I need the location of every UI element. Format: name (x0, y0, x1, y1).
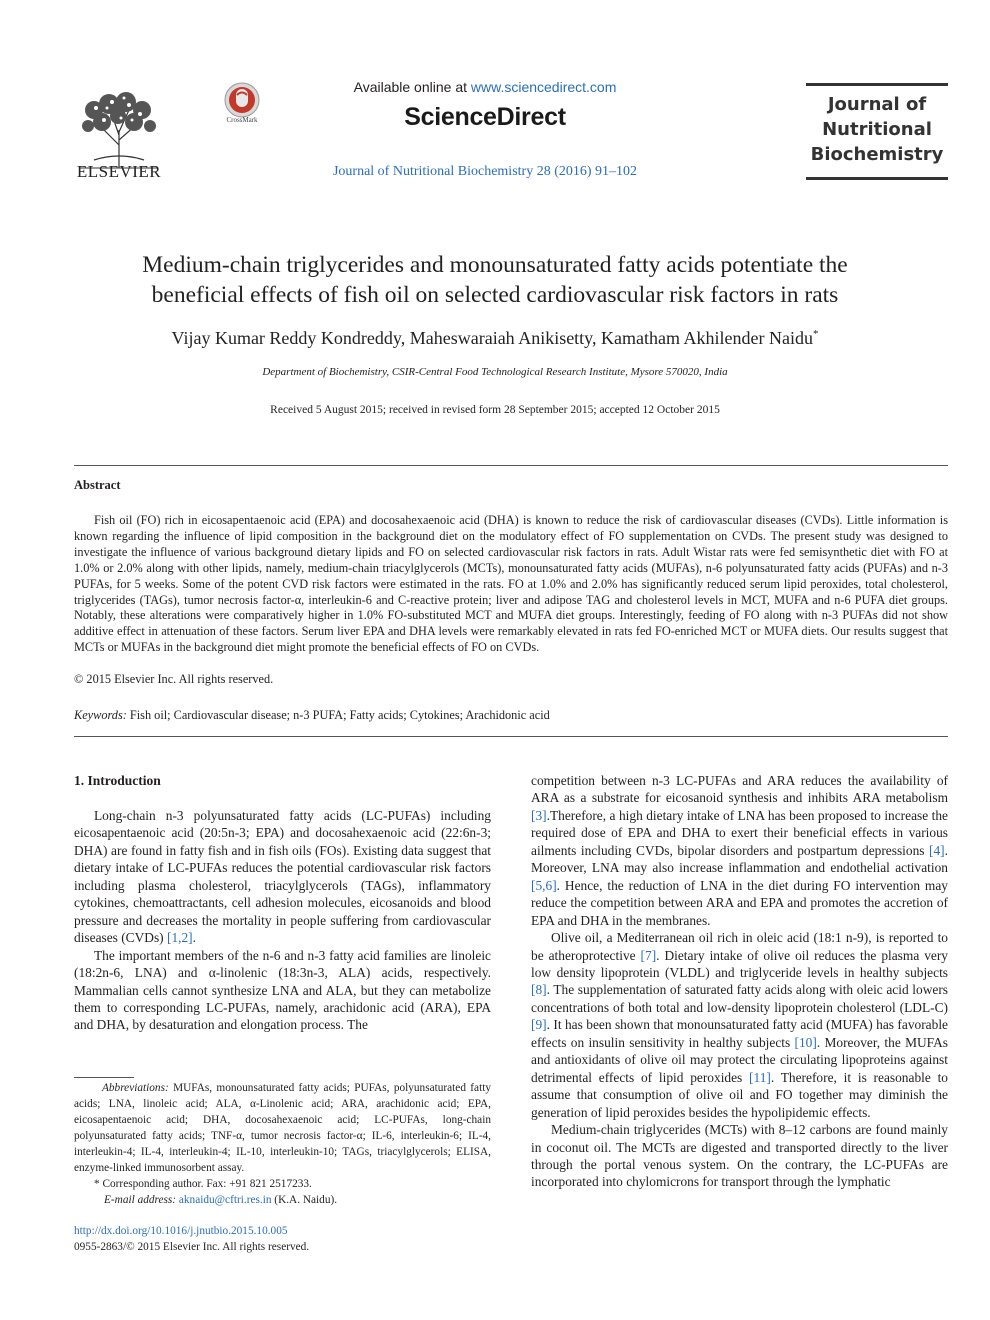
title-line: Medium-chain triglycerides and monounsaturated fatty acids potentiate the (142, 252, 848, 278)
available-online-line (300, 79, 670, 95)
paragraph-text: . Moreover, the MUFAs and antioxidants of olive oil may protect the circulating lipoproteins against detrimental effects of lipid peroxides (531, 1034, 948, 1085)
abstract-copyright: © 2015 Elsevier Inc. All rights reserved. (74, 672, 274, 686)
sciencedirect-url-link[interactable]: www.sciencedirect.com (470, 79, 617, 95)
citation-link[interactable]: [1,2] (166, 930, 193, 946)
paragraph-text: . The supplementation of saturated fatty acids along with oleic acid lowers concentrations of both total and low-density lipoprotein cholesterol (LDL-C) (531, 982, 948, 1015)
email-footnote (74, 1192, 491, 1208)
citation-link[interactable]: [7] (640, 947, 657, 963)
affiliation: Department of Biochemistry, CSIR-Central Food Technological Research Institute, Mysore 570020, India (262, 366, 728, 378)
paragraph-text: . Therefore, it is reasonable to assume that consumption of olive oil and FO together may diminish the generation of lipid peroxides besides the hypolipidemic effects. (531, 1069, 948, 1120)
elsevier-logo-text: ELSEVIER (76, 162, 162, 181)
article-history-dates: Received 5 August 2015; received in revised form 28 September 2015; accepted 12 October 2015 (270, 404, 720, 416)
citation-link[interactable]: [9] (531, 1017, 547, 1033)
abstract-top-rule (74, 465, 948, 466)
corresponding-text: Corresponding author. Fax: +91 821 2517233. (102, 1178, 312, 1190)
citation-link[interactable]: [4] (929, 842, 945, 858)
abstract-body (74, 513, 948, 656)
paragraph-text: . (192, 930, 197, 946)
issn-line: 0955-2863/© 2015 Elsevier Inc. All rights reserved. (74, 1241, 310, 1253)
journal-logo-bottom-rule (806, 177, 948, 180)
paragraph-text: competition between n-3 LC-PUFAs and ARA reduces the availability of ARA as a substrate for eicosanoid synthesis and inhibits ARA metabolism (531, 773, 948, 806)
paragraph-text: . It has been shown that monounsaturated fatty acid (MUFA) has favorable effects on insulin sensitivity in healthy subjects (531, 1017, 948, 1050)
journal-logo-line: Nutritional (822, 119, 932, 140)
paragraph (531, 929, 948, 1121)
abbreviations-footnote (74, 1080, 491, 1176)
journal-citation-link[interactable]: Journal of Nutritional Biochemistry 28 (2016) 91–102 (332, 164, 638, 179)
journal-logo-line: Biochemistry (810, 144, 944, 165)
journal-logo-line: Journal of (827, 94, 927, 115)
keywords-label: Keywords: (74, 708, 127, 722)
author-list (90, 328, 900, 349)
paragraph (531, 772, 948, 929)
section-heading-introduction: 1. Introduction (74, 773, 161, 788)
sciencedirect-wordmark: ScienceDirect (404, 103, 566, 131)
corresponding-author-mark[interactable]: * (812, 328, 819, 340)
footnote-mark: * (94, 1178, 100, 1190)
paragraph-text: Olive oil, a Mediterranean oil rich in oleic acid (18:1 n-9), is reported to be atheroprotective (531, 930, 948, 963)
doi-block (74, 1223, 309, 1255)
abstract-bottom-rule (74, 736, 948, 737)
paragraph (74, 807, 491, 947)
available-prefix: Available online at (353, 79, 471, 95)
paragraph: The important members of the n-6 and n-3 fatty acid families are linoleic (18:2n-6, LNA) and α-linolenic (18:3n-3, ALA) acids, respectively. Mammalian cells cannot synthesize LNA and ALA, but they can metabolize them to corresponding LC-PUFAs, namely, arachidonic acid (ARA), EPA and DHA, by desaturation and elongation process. The (74, 947, 491, 1033)
doi-link[interactable]: http://dx.doi.org/10.1016/j.jnutbio.2015.10.005 (74, 1225, 288, 1237)
abbreviations-label: Abbreviations: (102, 1082, 169, 1094)
citation-link[interactable]: [10] (794, 1034, 817, 1050)
left-column (74, 807, 491, 1034)
footnotes (74, 1080, 491, 1208)
article-title (90, 250, 900, 310)
crossmark-label: CrossMark (226, 116, 258, 124)
footnote-rule (74, 1077, 134, 1078)
abstract-text: Fish oil (FO) rich in eicosapentaenoic acid (EPA) and docosahexaenoic acid (DHA) is known to reduce the risk of cardiovascular diseases (CVDs). Little information is known regarding the influence of lipid composition in the background diet on the modulatory effect of FO supplementation on CVDs. The present study was designed to investigate the influence of various background dietary lipids and FO on selected cardiovascular risk factors in rats. Adult Wistar rats were fed semisynthetic diet with FO at 1.0% or 2.0% along with other lipids, namely, medium-chain triacylglycerols (MCTs), monounsaturated fatty acids (MUFAs), n-6 polyunsaturated fatty acids (PUFAs) and n-3 PUFAs, for 5 weeks. Some of the potent CVD risk factors were estimated in the rats. FO at 1.0% and 2.0% has significantly reduced serum lipid peroxides, total cholesterol, triglycerides (TAGs), tumor necrosis factor-α, interleukin-6 and C-reactive protein; liver and adipose TAG and cholesterol levels in MCT, MUFA and n-6 PUFA diet groups. Notably, these alterations were comparatively higher in 1.0% FO-substituted MCT and MUFA diet groups. Interestingly, feeding of FO along with n-3 PUFAs did not show additive effect in attenuation of these factors. Serum liver EPA and DHA levels were remarkably elevated in rats fed FO-enriched MCT or MUFA diets. Our results suggest that MCTs or MUFAs in the background diet might promote the beneficial effects of FO on CVDs. (74, 513, 948, 655)
right-column (531, 772, 948, 1191)
email-label: E-mail address: (104, 1194, 177, 1206)
citation-link[interactable]: [11] (749, 1069, 771, 1085)
paragraph-text: Long-chain n-3 polyunsaturated fatty acids (LC-PUFAs) including eicosapentaenoic acid (20:5n-3; EPA) and docosahexaenoic acid (22:6n-3; DHA) are found in fatty fish and in fish oils (FOs). Existing data suggest that dietary intake of LC-PUFAs reduces the potential cardiovascular risk factors including plasma cholesterol, triacylglycerols (TAGs), inflammatory cytokines, chemoattractants, cell adhesion molecules, eicosanoids and blood pressure and decreases the mortality in people suffering from cardiovascular diseases (CVDs) (74, 808, 491, 946)
paragraph: Medium-chain triglycerides (MCTs) with 8–12 carbons are found mainly in coconut oil. The MCTs are digested and transported directly to the liver through the portal venous system. On the contrary, the LC-PUFAs are incorporated into chylomicrons for transport through the lymphatic (531, 1122, 948, 1190)
email-suffix: (K.A. Naidu). (271, 1194, 338, 1206)
title-line: beneficial effects of fish oil on selected cardiovascular risk factors in rats (151, 282, 839, 308)
keywords-list: Fish oil; Cardiovascular disease; n-3 PUFA; Fatty acids; Cytokines; Arachidonic acid (129, 708, 550, 722)
paragraph-text: . Hence, the reduction of LNA in the diet during FO intervention may reduce the competition between ARA and EPA and promotes the accretion of EPA and DHA in the membranes. (531, 877, 948, 928)
paragraph-text: .Therefore, a high dietary intake of LNA has been proposed to increase the required dose of EPA and DHA to exert their beneficial effects in various ailments including CVDs, bipolar disorders and postpartum depressions (531, 807, 948, 858)
abbreviations-text: MUFAs, monounsaturated fatty acids; PUFAs, polyunsaturated fatty acids; LNA, linoleic acid; ALA, α-Linolenic acid; ARA, arachidonic acid; EPA, eicosapentaenoic acid; DHA, docosahexaenoic acid; LC-PUFAs, long-chain polyunsaturated fatty acids; TNF-α, tumor necrosis factor-α; IL-6, interleukin-6; IL-4, interleukin-4; IL-4, interleukin-4; IL-10, interleukin-10; TAGs, triacylglycerols; ELISA, enzyme-linked immunosorbent assay. (74, 1082, 491, 1174)
email-link[interactable]: aknaidu@cftri.res.in (178, 1194, 272, 1206)
abstract-heading: Abstract (74, 478, 121, 492)
citation-link[interactable]: [5,6] (531, 877, 557, 893)
paragraph-text: . Dietary intake of olive oil reduces the plasma very low density lipoprotein (VLDL) and triglyceride levels in healthy subjects (531, 947, 949, 980)
paragraph-text: . Moreover, LNA may also increase inflammation and endothelial activation (531, 842, 948, 876)
corresponding-footnote (74, 1176, 491, 1192)
journal-logo-top-rule (806, 83, 948, 86)
citation-link[interactable]: [3] (531, 807, 547, 823)
citation-link[interactable]: [8] (531, 982, 547, 998)
journal-logo (806, 92, 948, 167)
keywords-line (74, 708, 948, 723)
authors-text: Vijay Kumar Reddy Kondreddy, Maheswaraiah Anikisetty, Kamatham Akhilender Naidu (171, 328, 813, 348)
